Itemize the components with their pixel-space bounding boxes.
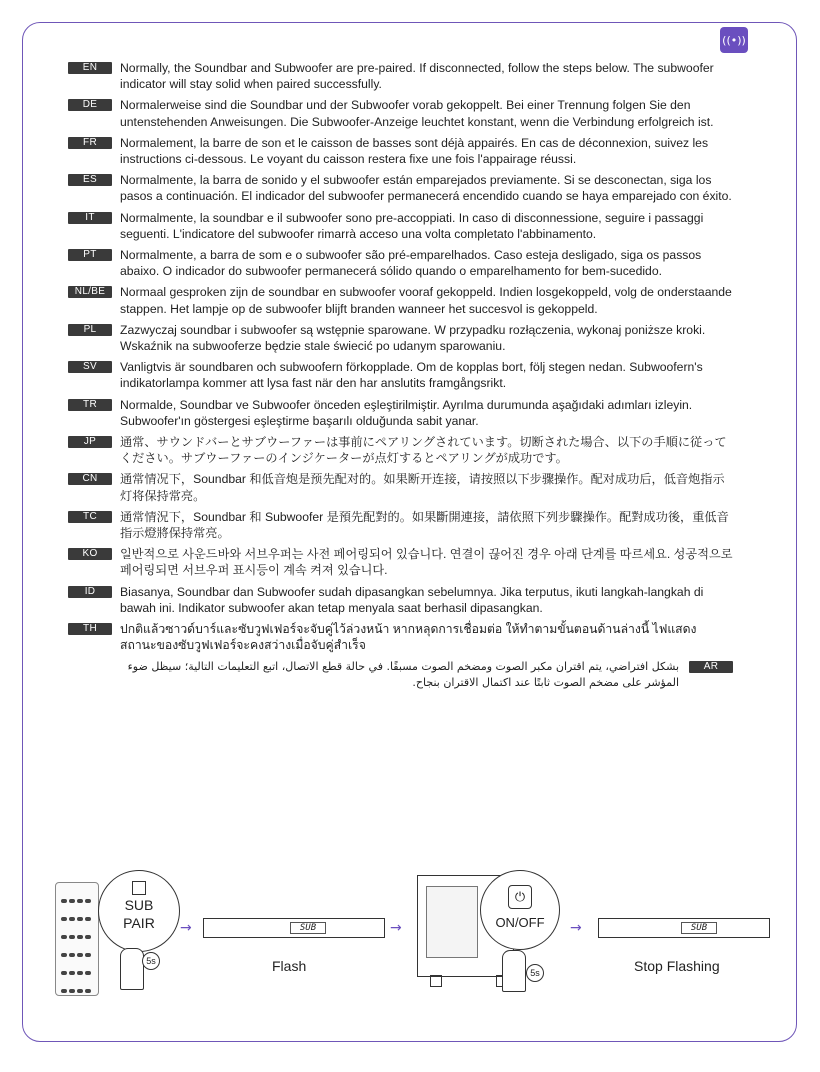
lang-badge: CN [68, 473, 112, 485]
soundbar [598, 918, 770, 938]
sub-label: SUB [124, 897, 154, 913]
stop-flashing-label: Stop Flashing [634, 958, 720, 974]
lang-badge: TC [68, 511, 112, 523]
entry-es [68, 172, 733, 204]
entry-jp [68, 434, 733, 466]
language-list [68, 60, 733, 696]
hold-timer-icon: 5s [526, 964, 544, 982]
lang-badge: NL/BE [68, 286, 112, 298]
wireless-signal-icon: ((•)) [720, 27, 748, 53]
entry-th [68, 621, 733, 653]
entry-text: Vanligtvis är soundbaren och subwoofern förkopplade. Om de kopplas bort, följ stegen nedan. Subwoofern's indikatorlampa kommer att lysa fast när den har anslutits framgångsrikt. [120, 360, 703, 391]
soundbar-display: SUB [681, 922, 717, 934]
entry-text: Normaal gesproken zijn de soundbar en subwoofer vooraf gekoppeld. Indien losgekoppeld, volg de onderstaande stappen. Het lampje op de subwoofer blijft branden wanneer het succesvol is gekoppeld. [120, 285, 732, 316]
entry-tc [68, 509, 733, 541]
remote-control [55, 882, 99, 996]
lang-badge: JP [68, 436, 112, 448]
soundbar-display: SUB [290, 922, 326, 934]
power-button-icon: ⏻ [508, 885, 532, 909]
entry-text: بشكل افتراضي، يتم اقتران مكبر الصوت ومضخم الصوت مسبقًا. في حالة قطع الاتصال، اتبع التعليمات التالية؛ سيظل ضوء المؤشر على مضخم الصوت ثابتًا عند اكتمال الاقتران بنجاح. [127, 659, 679, 689]
lang-badge: TH [68, 623, 112, 635]
entry-text: Normalerweise sind die Soundbar und der Subwoofer vorab gekoppelt. Bei einer Trennung folgen Sie den untenstehenden Anweisungen. Die Subwoofer-Anzeige leuchtet konstant, wenn die Verbindung erfolgreich ist. [120, 98, 714, 129]
entry-text: 일반적으로 사운드바와 서브우퍼는 사전 페어링되어 있습니다. 연결이 끊어진 경우 아래 단계를 따르세요. 성공적으로 페어링되면 서브우퍼 표시등이 계속 켜져 있습니다. [120, 547, 733, 578]
entry-text: Normalde, Soundbar ve Subwoofer önceden eşleştirilmiştir. Ayrılma durumunda aşağıdaki adımları izleyin. Subwoofer'ın göstergesi eşleştirme başarılı olduğunda sabit yanar. [120, 397, 693, 428]
entry-text: Normalmente, la barra de sonido y el subwoofer están emparejados previamente. Si se desconectan, siga los pasos a continuación. El indicador del subwoofer permanecerá encendido cuando se haya emparejado con éxito. [120, 173, 732, 204]
subwoofer-panel [426, 886, 478, 958]
entry-text: Normalmente, a barra de som e o subwoofer são pré-emparelhados. Caso esteja desligado, siga os passos abaixo. O indicador do subwoofer permanecerá sólido quando o emparelhamento for bem-sucedido. [120, 248, 702, 279]
lang-badge: PT [68, 249, 112, 261]
entry-fr [68, 135, 733, 167]
lang-badge: ID [68, 586, 112, 598]
subwoofer-foot [430, 975, 442, 987]
lang-badge: PL [68, 324, 112, 336]
entry-id [68, 584, 733, 616]
entry-en [68, 60, 733, 92]
lang-badge: SV [68, 361, 112, 373]
pairing-diagram [50, 860, 770, 1010]
pair-label: PAIR [123, 915, 155, 931]
onoff-callout [480, 870, 560, 950]
sub-pair-callout [98, 870, 180, 952]
entry-ko [68, 546, 733, 578]
entry-text: 通常情況下，Soundbar 和 Subwoofer 是預先配對的。如果斷開連接，請依照下列步驟操作。配對成功後，重低音指示燈將保持常亮。 [120, 509, 729, 541]
entry-text: Normally, the Soundbar and Subwoofer are pre-paired. If disconnected, follow the steps below. The subwoofer indicator will stay solid when paired successfully. [120, 61, 714, 92]
entry-text: Normalement, la barre de son et le caisson de basses sont déjà appairés. En cas de déconnexion, suivez les instructions ci-dessous. Le voyant du caisson restera fixe une fois l'appairage réussi. [120, 135, 709, 167]
lang-badge: IT [68, 212, 112, 224]
entry-text: Normalmente, la soundbar e il subwoofer sono pre-accoppiati. In caso di disconnessione, seguire i passaggi seguenti. L'indicatore del subwoofer rimarrà acceso una volta completato l'abbinamento. [120, 210, 704, 241]
entry-ar [68, 659, 733, 691]
entry-de [68, 97, 733, 129]
soundbar [203, 918, 385, 938]
lang-badge: ES [68, 174, 112, 186]
arrow-icon: → [390, 920, 402, 936]
entry-sv [68, 359, 733, 391]
arrow-icon: → [180, 920, 192, 936]
entry-tr [68, 397, 733, 429]
finger-press-icon [502, 950, 526, 992]
entry-pl [68, 322, 733, 354]
entry-text: 通常情况下，Soundbar 和低音炮是预先配对的。如果断开连接，请按照以下步骤操作。配对成功后，低音炮指示灯将保持常亮。 [120, 472, 725, 503]
entry-text: Biasanya, Soundbar dan Subwoofer sudah dipasangkan sebelumnya. Jika terputus, ikuti langkah-langkah di bawah ini. Indikator subwoofer akan tetap menyala saat berhasil dipasangkan. [120, 584, 704, 615]
button-square-icon [132, 881, 146, 895]
entry-nl [68, 284, 733, 316]
flash-label: Flash [272, 958, 307, 974]
lang-badge: EN [68, 62, 112, 74]
entry-cn [68, 471, 733, 503]
entry-pt [68, 247, 733, 279]
arrow-icon: → [570, 920, 582, 936]
entry-text: 通常、サウンドバーとサブウーファーは事前にペアリングされています。切断された場合、以下の手順に従ってください。サブウーファーのインジケーターが点灯するとペアリングが成功です。 [120, 435, 727, 466]
lang-badge: FR [68, 137, 112, 149]
lang-badge: TR [68, 399, 112, 411]
finger-press-icon [120, 948, 144, 990]
onoff-label: ON/OFF [495, 915, 545, 930]
lang-badge: DE [68, 99, 112, 111]
entry-text: Zazwyczaj soundbar i subwoofer są wstępnie sparowane. W przypadku rozłączenia, wykonaj poniższe kroki. Wskaźnik na subwooferze będzie stale świecić po udanym sparowaniu. [120, 322, 706, 354]
entry-text: ปกติแล้วซาวด์บาร์และซับวูฟเฟอร์จะจับคู่ไว้ล่วงหน้า หากหลุดการเชื่อมต่อ ให้ทำตามขั้นตอนด้านล่างนี้ ไฟแสดงสถานะของซับวูฟเฟอร์จะคงสว่างเมื่อจับคู่สำเร็จ [120, 622, 697, 653]
lang-badge: AR [689, 661, 733, 673]
lang-badge: KO [68, 548, 112, 560]
entry-it [68, 210, 733, 242]
hold-timer-icon: 5s [142, 952, 160, 970]
